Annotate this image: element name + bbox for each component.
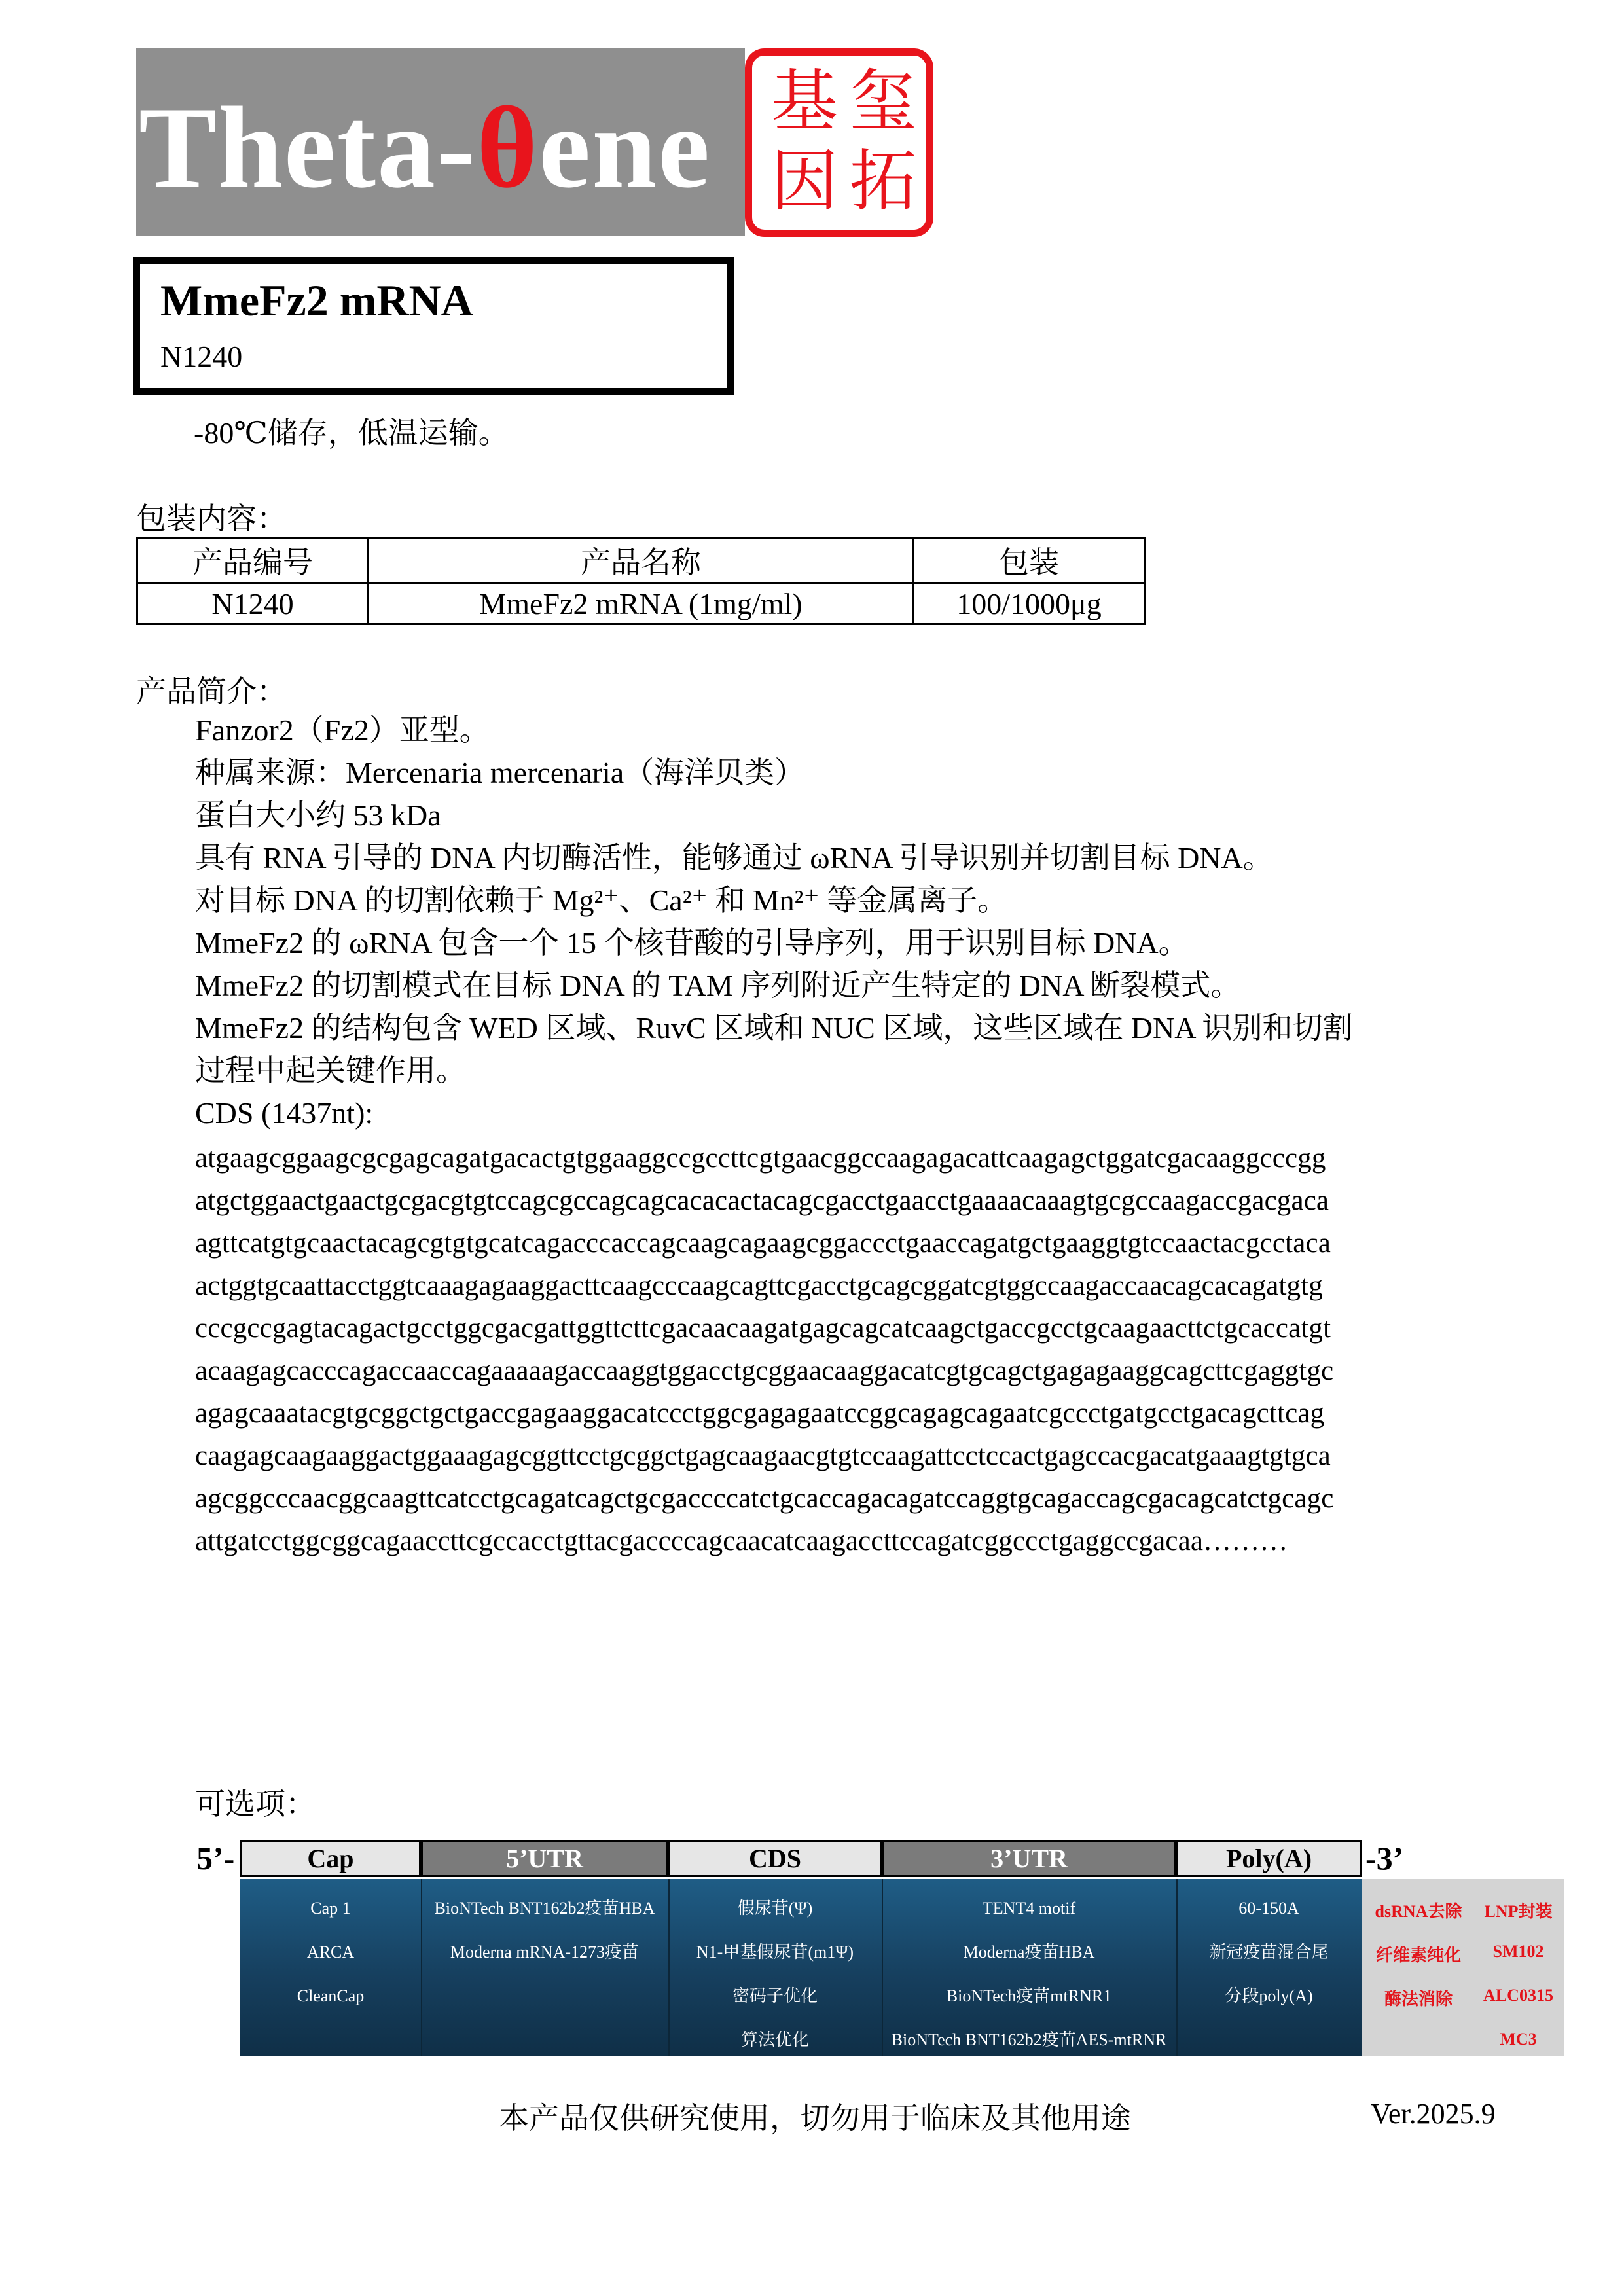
option-cds: 假尿苷(Ψ)	[737, 1899, 813, 1918]
table-header-row	[137, 538, 1145, 583]
intro-line: 蛋白大小约 53 kDa	[195, 798, 441, 832]
sequence-line: agttcatgtgcaactacagcgtgtgcatcagacccaccagcaagcagaagcggaccctgaaccagatgctgaaggtgtccaactacgcctaca	[195, 1228, 1331, 1259]
option-cap: CleanCap	[297, 1986, 365, 2005]
option-3utr: TENT4 motif	[982, 1899, 1076, 1918]
option-cds: N1-甲基假尿苷(m1Ψ)	[696, 1943, 854, 1962]
option-polya: 60-150A	[1238, 1899, 1299, 1918]
package-title: 包装内容：	[136, 502, 287, 535]
sequence-line: agcggcccaacggcaagttcatcctgcagatcagctgcgaccccatctgcaccagacagatccaggtgcagaccagcgacagcatctgcagc	[195, 1483, 1334, 1514]
product-name: MmeFz2 mRNA	[160, 276, 473, 325]
header-3utr: 3’UTR	[882, 1840, 1176, 1877]
options-label: 可选项：	[195, 1787, 316, 1821]
sequence-line: acaagagcacccagaccaaccagaaaaagaccaaggtggacctgcggaacaaggacatcgtgcagctgagagaaggcagcttcgaggtgc	[195, 1355, 1334, 1386]
three-prime-label: -3’	[1365, 1840, 1404, 1876]
product-code: N1240	[160, 340, 243, 373]
intro-line: MmeFz2 的结构包含 WED 区域、RuvC 区域和 NUC 区域，这些区域在 DNA 识别和切割	[195, 1011, 1353, 1045]
extra-purification: 纤维素纯化	[1375, 1946, 1461, 1965]
version-label: Ver.2025.9	[1371, 2098, 1496, 2130]
cds-label: CDS (1437nt):	[195, 1096, 374, 1130]
intro-line: Fanzor2（Fz2）亚型。	[195, 713, 490, 747]
sequence-line: atgctggaactgaactgcgacgtgtccagcgccagcagcacacactacagcgacctgaacctgaaaacaaagtgcgccaagaccgacgaca	[195, 1185, 1329, 1216]
intro-line: 种属来源：Mercenaria mercenaria（海洋贝类）	[195, 756, 805, 789]
table-header: 产品编号	[137, 538, 369, 583]
seal-char: 玺	[850, 63, 916, 141]
table-cell: N1240	[137, 583, 369, 624]
option-polya: 新冠疫苗混合尾	[1209, 1943, 1329, 1962]
option-cds: 密码子优化	[732, 1986, 818, 2005]
option-5utr: BioNTech BNT162b2疫苗HBA	[434, 1899, 655, 1918]
package-table	[136, 537, 1146, 625]
seal-stamp	[745, 48, 933, 237]
header-cds: CDS	[668, 1840, 882, 1877]
extra-lnp: ALC0315	[1483, 1986, 1553, 2005]
table-row	[137, 583, 1145, 624]
option-cds: 算法优化	[740, 2030, 809, 2049]
table-header: 产品名称	[369, 538, 914, 583]
table-header: 包装	[914, 538, 1145, 583]
seal-char: 因	[771, 143, 838, 221]
sequence-line: attgatcctggcggcagaaccttcgccacctgttacgaccccagcaacatcaagaccttccagatcggccctgaggccgacaa………	[195, 1526, 1288, 1556]
sequence-line: cccgccgagtacagactgcctggcgacgattggttcttcgacaacaagatgagcagcatcaagctgaccgcctgcaagaacttctgcaccatgt	[195, 1313, 1331, 1344]
option-cap: ARCA	[306, 1943, 355, 1962]
seal-char: 拓	[850, 143, 916, 221]
sequence-line: agagcaaatacgtgcggctgctgaccgagaaggacatccctggcgagagaatccggcagagcagaatcgccctgatgcctgacagcttcag	[195, 1398, 1325, 1429]
extra-purification: dsRNA去除	[1375, 1902, 1462, 1921]
header-5utr: 5’UTR	[421, 1840, 668, 1877]
sequence-line: caagagcaagaaggactggaaagagcggttcctgcggctgagcaagaacgtgtccaagattcctccactgagccacgacatgaaagtgtgca	[195, 1441, 1331, 1471]
option-3utr: BioNTech BNT162b2疫苗AES-mtRNR	[891, 2030, 1167, 2049]
option-5utr: Moderna mRNA-1273疫苗	[450, 1943, 640, 1962]
storage-note: -80℃储存，低温运输。	[194, 416, 509, 450]
table-cell: MmeFz2 mRNA (1mg/ml)	[369, 583, 914, 624]
five-prime-label: 5’-	[196, 1840, 235, 1876]
research-use-notice: 本产品仅供研究使用，切勿用于临床及其他用途	[499, 2102, 1131, 2135]
option-polya: 分段poly(A)	[1225, 1986, 1313, 2005]
intro-line: MmeFz2 的切割模式在目标 DNA 的 TAM 序列附近产生特定的 DNA 断裂模式。	[195, 969, 1241, 1002]
extra-lnp: SM102	[1492, 1942, 1544, 1961]
sequence-line: atgaagcggaagcgcgagcagatgacactgtggaaggccgccttcgtgaacggccaagagacattcaagagctggatcgacaaggcccgg	[195, 1143, 1326, 1174]
header-cap: Cap	[240, 1840, 421, 1877]
header-polya: Poly(A)	[1176, 1840, 1362, 1877]
intro-line: 过程中起关键作用。	[195, 1054, 466, 1087]
extra-lnp: LNP封装	[1484, 1902, 1553, 1921]
sequence-line: actggtgcaattacctggtcaaagagaaggacttcaagcccaagcagttcgacctgcagcggatcgtggccaagaccaacagcacagatgtg	[195, 1270, 1323, 1301]
extra-lnp: MC3	[1500, 2030, 1537, 2049]
seal-char: 基	[771, 63, 838, 141]
extra-purification: 酶法消除	[1384, 1990, 1453, 2009]
intro-line: MmeFz2 的 ωRNA 包含一个 15 个核苷酸的引导序列，用于识别目标 DNA。	[195, 926, 1189, 960]
intro-line: 具有 RNA 引导的 DNA 内切酶活性，能够通过 ωRNA 引导识别并切割目标 DNA。	[195, 841, 1273, 874]
brand-logo: Theta-θene	[139, 82, 712, 212]
intro-line: 对目标 DNA 的切割依赖于 Mg²⁺、Ca²⁺ 和 Mn²⁺ 等金属离子。	[195, 884, 1008, 917]
option-cap: Cap 1	[310, 1899, 351, 1918]
intro-title: 产品简介：	[136, 675, 287, 708]
table-cell: 100/1000μg	[914, 583, 1145, 624]
option-3utr: BioNTech疫苗mtRNR1	[946, 1986, 1112, 2005]
option-3utr: Moderna疫苗HBA	[963, 1943, 1095, 1962]
